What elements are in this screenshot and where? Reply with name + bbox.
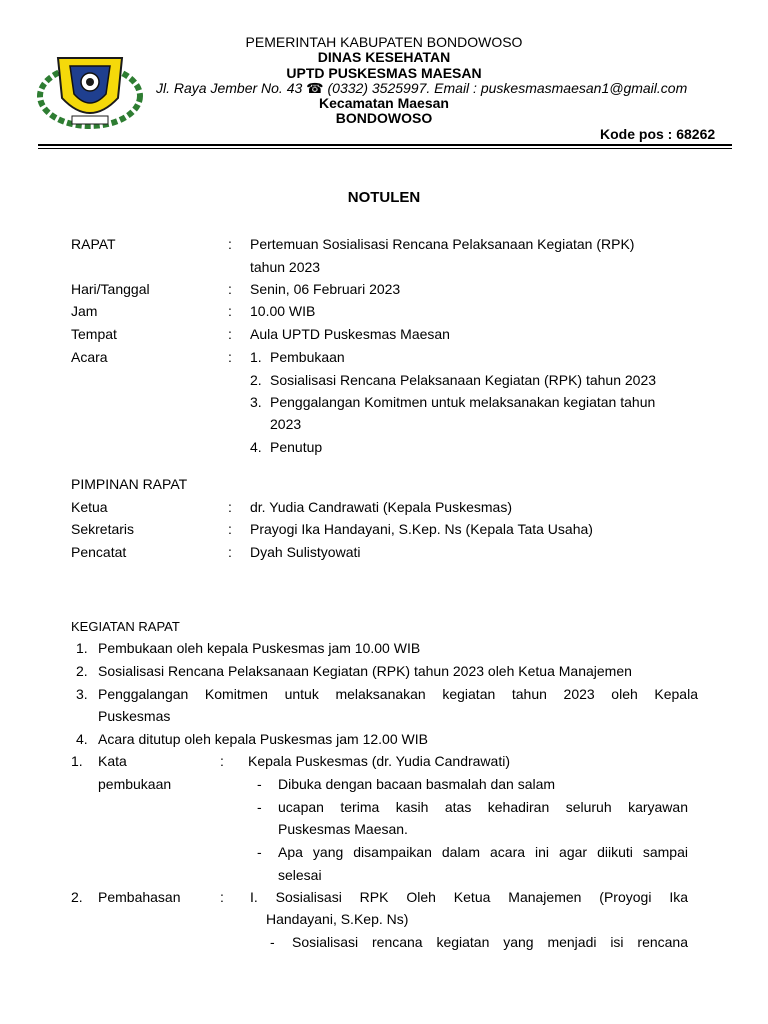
letterhead-government: PEMERINTAH KABUPATEN BONDOWOSO <box>245 34 523 50</box>
detail-1-label-line1: Kata <box>98 753 127 769</box>
pencatat-label: Pencatat <box>71 544 127 560</box>
detail-1-bullet-text-cont: selesai <box>278 867 322 883</box>
ketua-colon: : <box>228 499 232 515</box>
acara-item-num: 4. <box>250 439 262 455</box>
rapat-label: RAPAT <box>71 236 116 252</box>
acara-item-text: Penggalangan Komitmen untuk melaksanakan kegiatan tahun <box>270 394 656 410</box>
acara-item-text: Sosialisasi Rencana Pelaksanaan Kegiatan (RPK) tahun 2023 <box>270 372 657 388</box>
detail-1-bullet-dash: - <box>257 844 262 860</box>
detail-2-value-line2: Handayani, S.Kep. Ns) <box>266 911 409 927</box>
telephone-icon: ☎ <box>306 80 324 96</box>
letterhead-district: Kecamatan Maesan <box>319 95 449 111</box>
acara-item-num: 3. <box>250 394 262 410</box>
detail-1-value: Kepala Puskesmas (dr. Yudia Candrawati) <box>248 753 510 769</box>
detail-1-bullet-text-cont: Puskesmas Maesan. <box>278 821 408 837</box>
document-title: NOTULEN <box>347 189 421 206</box>
kegiatan-heading: KEGIATAN RAPAT <box>71 619 180 634</box>
ketua-value: dr. Yudia Candrawati (Kepala Puskesmas) <box>250 499 512 515</box>
letterhead-city: BONDOWOSO <box>335 110 433 126</box>
letterhead-postcode: Kode pos : 68262 <box>600 126 716 142</box>
detail-2-num: 2. <box>71 889 83 905</box>
detail-2-value-line1: I. Sosialisasi RPK Oleh Ketua Manajemen (Proyogi Ika <box>250 889 688 905</box>
rapat-value-line1: Pertemuan Sosialisasi Rencana Pelaksanaan Kegiatan (RPK) <box>250 236 635 252</box>
hari-colon: : <box>228 281 232 297</box>
acara-item-text-cont: 2023 <box>270 416 302 432</box>
acara-item-text: Pembukaan <box>270 349 345 365</box>
detail-1-bullet-text: ucapan terima kasih atas kehadiran seluruh karyawan <box>278 799 688 815</box>
detail-1-bullet-text: Dibuka dengan bacaan basmalah dan salam <box>278 776 556 792</box>
acara-label: Acara <box>71 349 108 365</box>
pencatat-colon: : <box>228 544 232 560</box>
detail-2-bullet-dash: - <box>270 934 275 950</box>
detail-1-label-line2: pembukaan <box>98 776 172 792</box>
jam-value: 10.00 WIB <box>250 303 316 319</box>
letterhead-rule-thick <box>38 144 732 146</box>
tempat-colon: : <box>228 326 232 342</box>
detail-2-colon: : <box>220 889 224 905</box>
detail-1-colon: : <box>220 753 224 769</box>
acara-item-text: Penutup <box>270 439 323 455</box>
kegiatan-item-text: Penggalangan Komitmen untuk melaksanakan kegiatan tahun 2023 oleh Kepala <box>98 686 698 702</box>
detail-2-label: Pembahasan <box>98 889 181 905</box>
jam-label: Jam <box>71 303 98 319</box>
detail-1-num: 1. <box>71 753 83 769</box>
rapat-value-line2: tahun 2023 <box>250 259 321 275</box>
kegiatan-item-num: 1. <box>76 640 88 656</box>
kegiatan-item-text: Pembukaan oleh kepala Puskesmas jam 10.00 WIB <box>98 640 421 656</box>
kegiatan-item-text: Acara ditutup oleh kepala Puskesmas jam 12.00 WIB <box>98 731 428 747</box>
jam-colon: : <box>228 303 232 319</box>
address-phone-email: (0332) 3525997. Email : puskesmasmaesan1@gmail.com <box>323 80 688 96</box>
detail-1-bullet-dash: - <box>257 776 262 792</box>
letterhead-department: DINAS KESEHATAN <box>317 49 451 65</box>
acara-colon: : <box>228 349 232 365</box>
detail-1-bullet-text: Apa yang disampaikan dalam acara ini agar diikuti sampai <box>278 844 688 860</box>
kegiatan-item-num: 4. <box>76 731 88 747</box>
detail-1-bullet-dash: - <box>257 799 262 815</box>
sekretaris-colon: : <box>228 521 232 537</box>
pencatat-value: Dyah Sulistyowati <box>250 544 361 560</box>
sekretaris-value: Prayogi Ika Handayani, S.Kep. Ns (Kepala Tata Usaha) <box>250 521 593 537</box>
hari-label: Hari/Tanggal <box>71 281 150 297</box>
tempat-label: Tempat <box>71 326 117 342</box>
pimpinan-heading: PIMPINAN RAPAT <box>71 476 188 492</box>
ketua-label: Ketua <box>71 499 108 515</box>
letterhead-rule-thin <box>38 148 732 149</box>
kegiatan-item-num: 2. <box>76 663 88 679</box>
acara-item-num: 2. <box>250 372 262 388</box>
tempat-value: Aula UPTD Puskesmas Maesan <box>250 326 450 342</box>
kegiatan-item-text-cont: Puskesmas <box>98 708 171 724</box>
rapat-colon: : <box>228 236 232 252</box>
kegiatan-item-text: Sosialisasi Rencana Pelaksanaan Kegiatan (RPK) tahun 2023 oleh Ketua Manajemen <box>98 663 632 679</box>
sekretaris-label: Sekretaris <box>71 521 135 537</box>
detail-2-bullet-text: Sosialisasi rencana kegiatan yang menjadi isi rencana <box>292 934 688 950</box>
letterhead-institution: UPTD PUSKESMAS MAESAN <box>286 65 482 81</box>
acara-item-num: 1. <box>250 349 262 365</box>
hari-value: Senin, 06 Februari 2023 <box>250 281 401 297</box>
address-street: Jl. Raya Jember No. 43 <box>156 80 307 96</box>
kegiatan-item-num: 3. <box>76 686 88 702</box>
